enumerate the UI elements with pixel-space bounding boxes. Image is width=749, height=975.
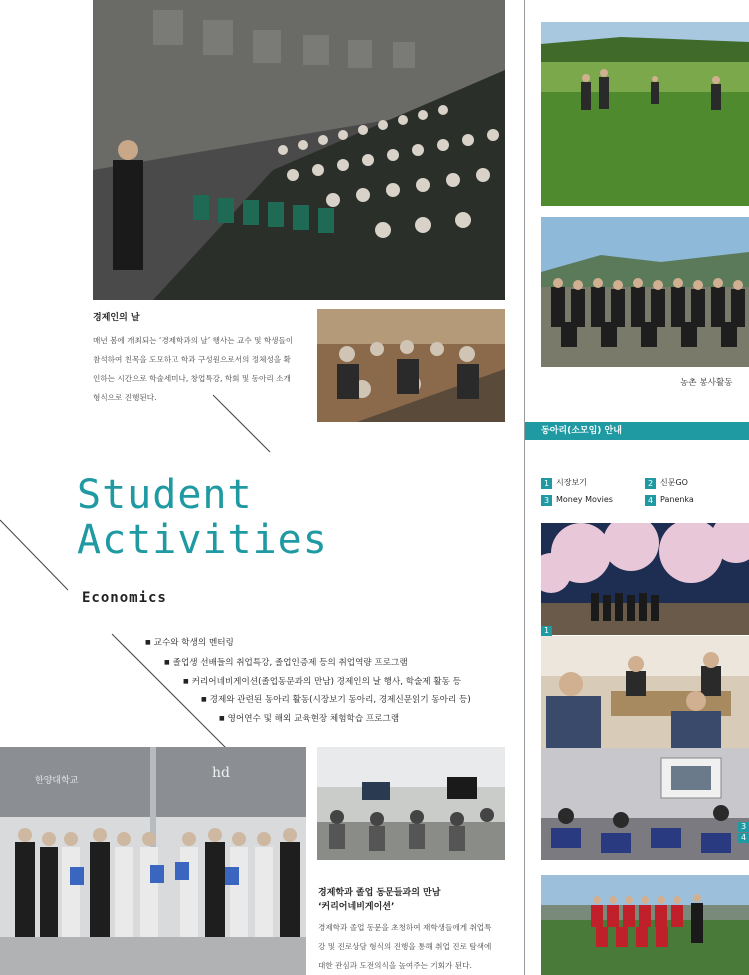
bullet-text: 영어연수 및 해외 교육현장 체험학습 프로그램 <box>227 714 400 724</box>
bullet-item <box>201 693 471 705</box>
club-name: 신문GO <box>660 478 688 487</box>
economist-day-title: 경제인의 날 <box>93 313 140 323</box>
study-group-photo <box>541 636 749 748</box>
photo-tag: 3 <box>738 822 749 832</box>
photo-tag: 4 <box>738 833 749 843</box>
volunteer-group-photo <box>541 217 749 367</box>
club-number: 4 <box>645 495 656 506</box>
bullet-text: 졸업생 선배들의 취업특강, 졸업인증제 등의 취업역량 프로그램 <box>172 658 408 668</box>
bullet-text: 경제와 관련된 동아리 활동(시장보기 동아리, 경제신문읽기 동아리 등) <box>209 695 471 705</box>
bullet-item <box>183 675 461 687</box>
title-line-1: Student <box>77 472 253 518</box>
lecture-hall-photo <box>93 0 505 300</box>
bullet-item <box>164 656 408 668</box>
text-line: 강 및 진로상담 형식의 진행을 통해 취업 진로 탐색에 <box>318 942 492 951</box>
text-line: 경제학과 졸업 동문을 초청하여 재학생들에게 취업특 <box>318 923 492 932</box>
text-line: 인하는 시간으로 학술세미나, 창업특강, 학회 및 동아리 소개 <box>93 374 291 383</box>
club-item <box>541 477 587 489</box>
alumni-seminar-photo <box>317 747 505 860</box>
club-item <box>645 495 694 506</box>
club-number: 2 <box>645 478 656 489</box>
text-line: 참석하여 친목을 도모하고 학과 구성원으로서의 정체성을 확 <box>93 355 291 364</box>
bullet-mark: ■ <box>201 696 207 703</box>
bullet-mark: ■ <box>183 678 189 685</box>
dinner-gathering-photo <box>317 309 505 422</box>
title-line-2: Activities <box>77 517 328 563</box>
alumni-subtitle: ‘커리어네비게이션’ <box>318 902 395 912</box>
certificate-group-photo <box>0 747 306 975</box>
text-line: 대한 관심과 도전의식을 높여주는 기회가 된다. <box>318 961 472 970</box>
bullet-mark: ■ <box>145 639 151 646</box>
club-section-header: 동아리(소모임) 안내 <box>525 422 749 440</box>
section-subtitle: Economics <box>82 590 167 606</box>
bullet-item <box>219 712 399 724</box>
section-title <box>77 473 328 563</box>
movie-screening-photo <box>541 748 749 860</box>
soccer-team-photo <box>541 875 749 975</box>
club-number: 1 <box>541 478 552 489</box>
alumni-title: 경제학과 졸업 동문들과의 만남 <box>318 888 441 898</box>
photo-tag: 1 <box>541 626 552 636</box>
text-line: 형식으로 진행된다. <box>93 393 157 402</box>
club-name: Money Movies <box>556 495 613 504</box>
club-name: Panenka <box>660 495 694 504</box>
cherry-blossom-photo <box>541 523 749 635</box>
column-divider <box>524 0 525 975</box>
bullet-text: 커리어네비게이션(졸업동문과의 만남) 경제인의 날 행사, 학술제 활동 등 <box>191 677 461 687</box>
bullet-item <box>145 636 234 648</box>
alumni-description <box>318 918 491 975</box>
building-sign: 한양대학교 <box>35 776 79 786</box>
bullet-mark: ■ <box>164 659 170 666</box>
club-name: 시장보기 <box>556 478 587 487</box>
bullet-text: 교수와 학생의 멘터링 <box>153 638 234 648</box>
bullet-mark: ■ <box>219 715 225 722</box>
club-number: 3 <box>541 495 552 506</box>
text-line: 매년 봄에 개최되는 ‘경제학과의 날’ 행사는 교수 및 학생들이 <box>93 336 294 345</box>
volunteer-caption: 농촌 봉사활동 <box>680 378 733 388</box>
club-item <box>645 477 688 489</box>
farm-field-photo <box>541 22 749 206</box>
club-item <box>541 495 613 506</box>
building-sign-logo: hd <box>212 765 230 781</box>
